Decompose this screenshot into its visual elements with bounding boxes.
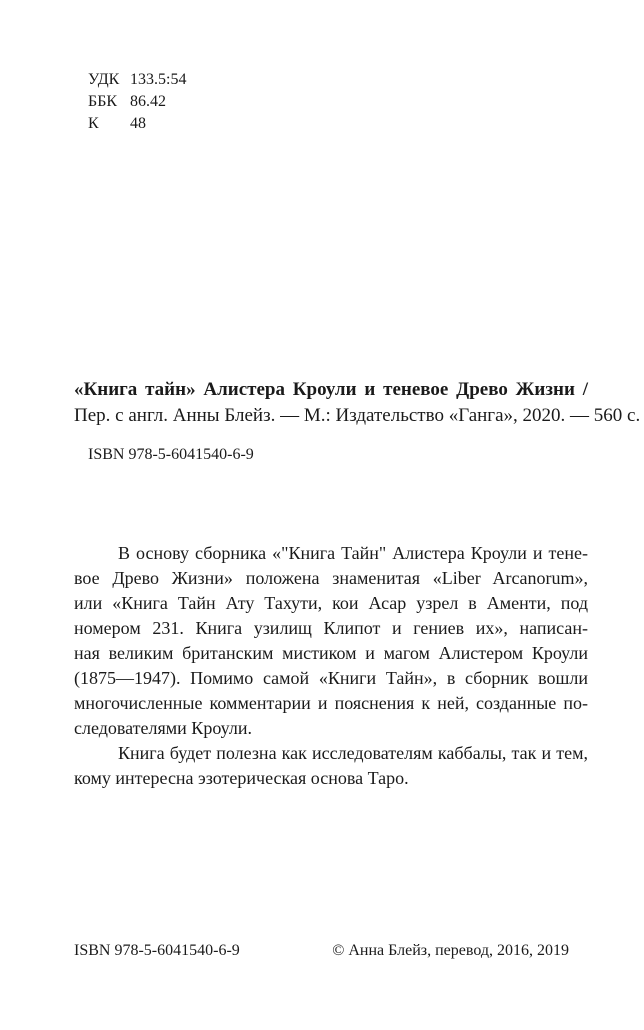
- udc-value: 133.5:54: [130, 71, 187, 88]
- annotation-line: вое Древо Жизни» положена знаменитая «Liber Arcanorum»,: [74, 568, 588, 588]
- bbk-value: 86.42: [130, 93, 166, 110]
- udc-row: [88, 69, 186, 91]
- annotation-line: (1875—1947). Помимо самой «Книги Тайн», в сборник вошли: [74, 668, 588, 688]
- author-mark-row: [88, 113, 186, 135]
- bbk-label: ББК: [88, 93, 118, 110]
- annotation-line: В основу сборника «"Книга Тайн" Алистера Кроули и тене-: [118, 543, 588, 563]
- annotation-line: следователями Кроули.: [74, 718, 252, 738]
- annotation-line: или «Книга Тайн Ату Тахути, кои Асар узрел в Аменти, под: [74, 593, 588, 613]
- author-mark-value: 48: [130, 115, 146, 132]
- classification-codes: [88, 69, 186, 135]
- copyright-notice: © Анна Блейз, перевод, 2016, 2019: [332, 942, 569, 959]
- bbk-row: [88, 91, 186, 113]
- annotation: [74, 541, 588, 791]
- annotation-line: многочисленные комментарии и пояснения к ней, созданные по-: [74, 693, 588, 713]
- author-mark-label: К: [88, 115, 99, 132]
- bibliographic-record: [74, 377, 641, 429]
- annotation-line: ная великим британским мистиком и магом Алистером Кроули: [74, 643, 588, 663]
- book-title: «Книга тайн» Алистера Кроули и теневое Древо Жизни /: [74, 379, 588, 400]
- udc-label: УДК: [88, 71, 120, 88]
- annotation-line: кому интересна эзотерическая основа Таро.: [74, 768, 409, 788]
- annotation-line: номером 231. Книга узилищ Клипот и гениев их», написан-: [74, 618, 588, 638]
- imprint-line: Пер. с англ. Анны Блейз. — М.: Издательство «Ганга», 2020. — 560 с.: [74, 405, 641, 426]
- isbn-record: ISBN 978-5-6041540-6-9: [88, 446, 254, 463]
- annotation-line: Книга будет полезна как исследователям каббалы, так и тем,: [118, 743, 588, 763]
- footer-isbn: ISBN 978-5-6041540-6-9: [74, 942, 240, 959]
